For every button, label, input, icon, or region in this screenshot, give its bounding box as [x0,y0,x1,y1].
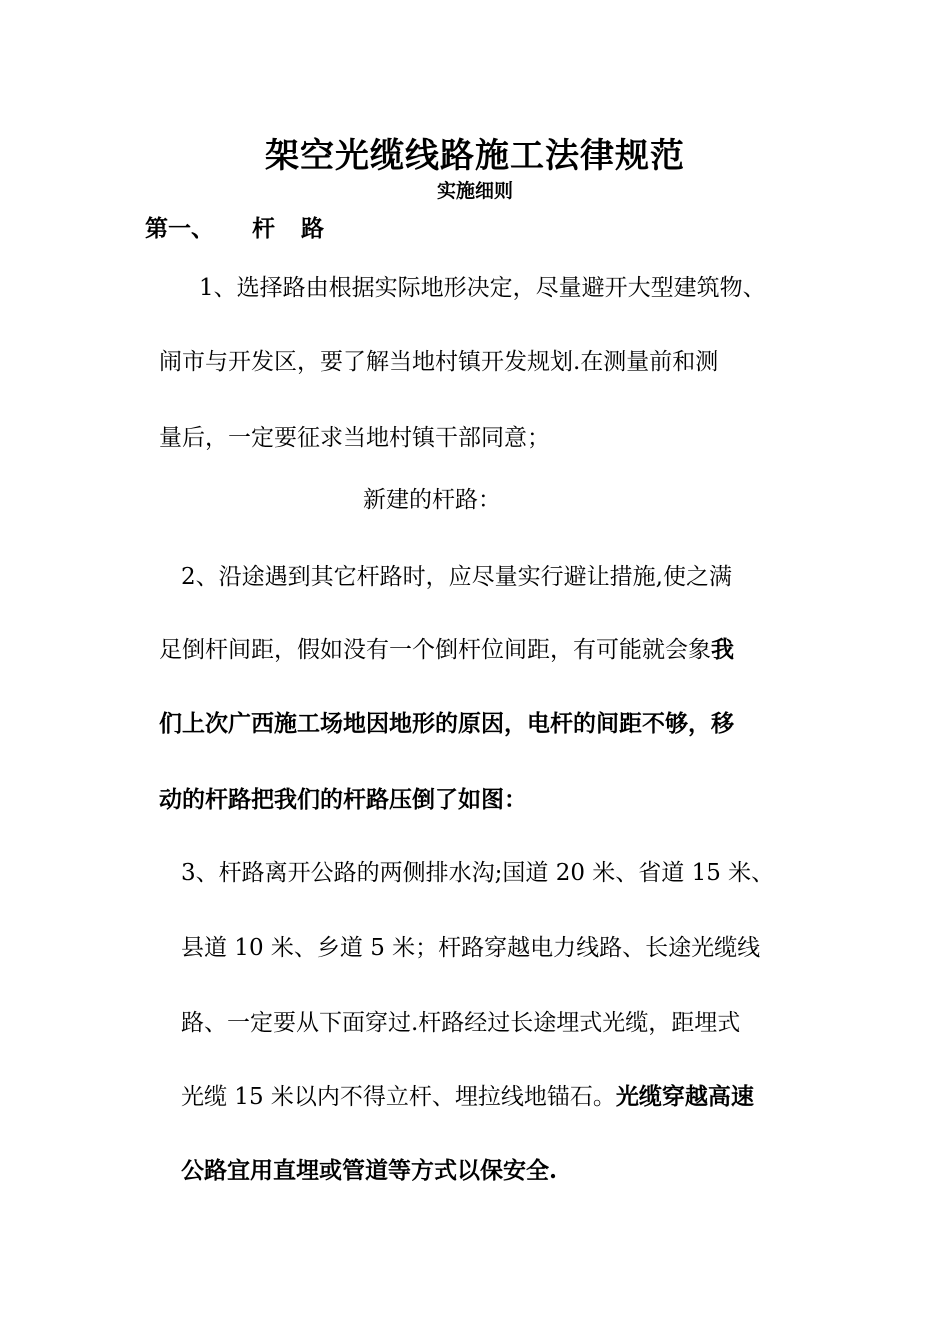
para2-line2 [159,636,734,664]
para3-line1: 3、杆路离开公路的两侧排水沟;国道 20 米、省道 15 米、 [181,860,775,886]
para2-line1: 2、沿途遇到其它杆路时，应尽量实行避让措施,使之满 [181,564,732,590]
para2-line2-bold: 我 [711,636,734,663]
section-number: 第一、 [145,215,214,242]
para1-line1: 1、选择路由根据实际地形决定，尽量避开大型建筑物、 [199,275,766,301]
section-heading-char-2: 路 [301,215,324,242]
para1-line3: 量后，一定要征求当地村镇干部同意； [159,425,550,451]
para3-line5: 公路宜用直埋或管道等方式以保安全. [181,1157,558,1184]
para1-line2: 闹市与开发区，要了解当地村镇开发规划.在测量前和测 [159,349,719,375]
para3-line4 [181,1083,754,1111]
para2-line3: 们上次广西施工场地因地形的原因，电杆的间距不够，移 [159,710,734,737]
section-heading-char-1: 杆 [252,215,275,242]
para3-line4-bold: 光缆穿越高速 [615,1083,754,1110]
document-subtitle: 实施细则 [436,180,513,202]
section-heading [145,210,324,243]
para3-line2: 县道 10 米、乡道 5 米；杆路穿越电力线路、长途光缆线 [181,935,761,961]
para2-line2-normal: 足倒杆间距，假如没有一个倒杆位间距，有可能就会象 [159,637,711,663]
para3-line4-normal: 光缆 15 米以内不得立杆、埋拉线地锚石。 [181,1084,616,1110]
document-title: 架空光缆线路施工法律规范 [265,136,685,176]
para3-line3: 路、一定要从下面穿过.杆路经过长途埋式光缆，距埋式 [181,1010,741,1036]
para2-line4: 动的杆路把我们的杆路压倒了如图： [159,786,527,813]
subheading-new-pole-line: 新建的杆路： [363,487,501,513]
